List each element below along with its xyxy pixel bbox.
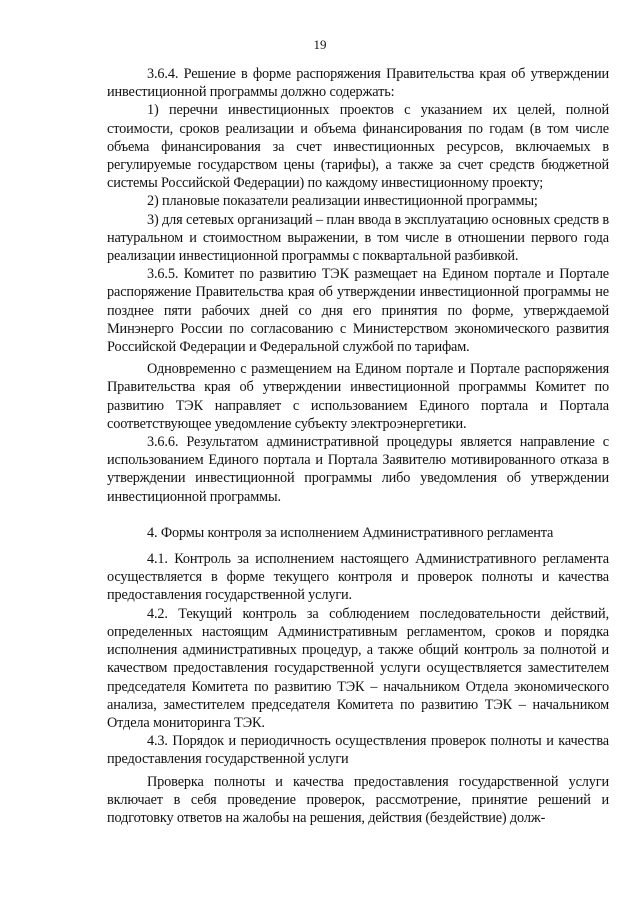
paragraph-3-6-4: 3.6.4. Решение в форме распоряжения Правительства края об утверждении инвестиционной программы должно содержать: (107, 66, 609, 101)
paragraph-verification: Проверка полноты и качества предоставления государственной услуги включает в себя проведение проверок, рассмотрение, принятие решений и подготовку ответов на жалобы на решения, действия (бездействие) долж- (107, 773, 609, 826)
list-item-3: 3) для сетевых организаций – план ввода в эксплуатацию основных средств в натуральном и стоимостном выражении, в том числе в отношении первого года реализации инвестиционной программы с поквартальной разбивкой. (107, 211, 609, 265)
paragraph-simultaneous-placement: Одновременно с размещением на Едином портале и Портале распоряжения Правительства края об утверждении инвестиционной программы Комитет по развитию ТЭК направляет с использованием Единого портала и Портала соответствующее уведомление субъекту электроэнергетики. (107, 361, 609, 432)
document-body (107, 65, 609, 827)
paragraph-4-3: 4.3. Порядок и периодичность осуществления проверок полноты и качества предоставления государственной услуги (107, 733, 609, 768)
section-heading: 4. Формы контроля за исполнением Административного регламента (147, 524, 554, 541)
list-item-1: 1) перечни инвестиционных проектов с указанием их целей, полной стоимости, сроков реализации и объема финансирования по годам (в том числе объема финансирования за счет инвестиционных ресурсов, включаемых в регулируемые государством цены (тарифы), а также за счет средств бюджетной системы Российской Федерации) по каждому инвестиционному проекту; (107, 102, 609, 192)
list-item-2: 2) плановые показатели реализации инвестиционной программы; (147, 193, 538, 210)
paragraph-4-2: 4.2. Текущий контроль за соблюдением последовательности действий, определенных настоящим Административным регламентом, сроков и порядка исполнения административных процедур, а также общий контроль за полнотой и качеством предоставления государственной услуги осуществляется заместителем председателя Комитета по развитию ТЭК – начальником Отдела экономического анализа, заместителем председателя Комитета по развитию ТЭК – начальником Отдела мониторинга ТЭК. (107, 605, 609, 731)
page-number: 19 (313, 37, 327, 52)
paragraph-3-6-6: 3.6.6. Результатом административной процедуры является направление с использованием Единого портала и Портала Заявителю мотивированного отказа в утверждении инвестиционной программы либо уведомления об утверждении инвестиционной программы. (107, 434, 609, 505)
paragraph-3-6-5: 3.6.5. Комитет по развитию ТЭК размещает на Едином портале и Портале распоряжение Правительства края об утверждении инвестиционной программы не позднее пяти рабочих дней со дня его принятия по форме, утверждаемой Минэнерго России по согласованию с Министерством экономического развития Российской Федерации и Федеральной службой по тарифам. (107, 266, 609, 356)
paragraph-4-1: 4.1. Контроль за исполнением настоящего Административного регламента осуществляется в форме текущего контроля и проверок полноты и качества предоставления государственной услуги. (107, 551, 609, 604)
